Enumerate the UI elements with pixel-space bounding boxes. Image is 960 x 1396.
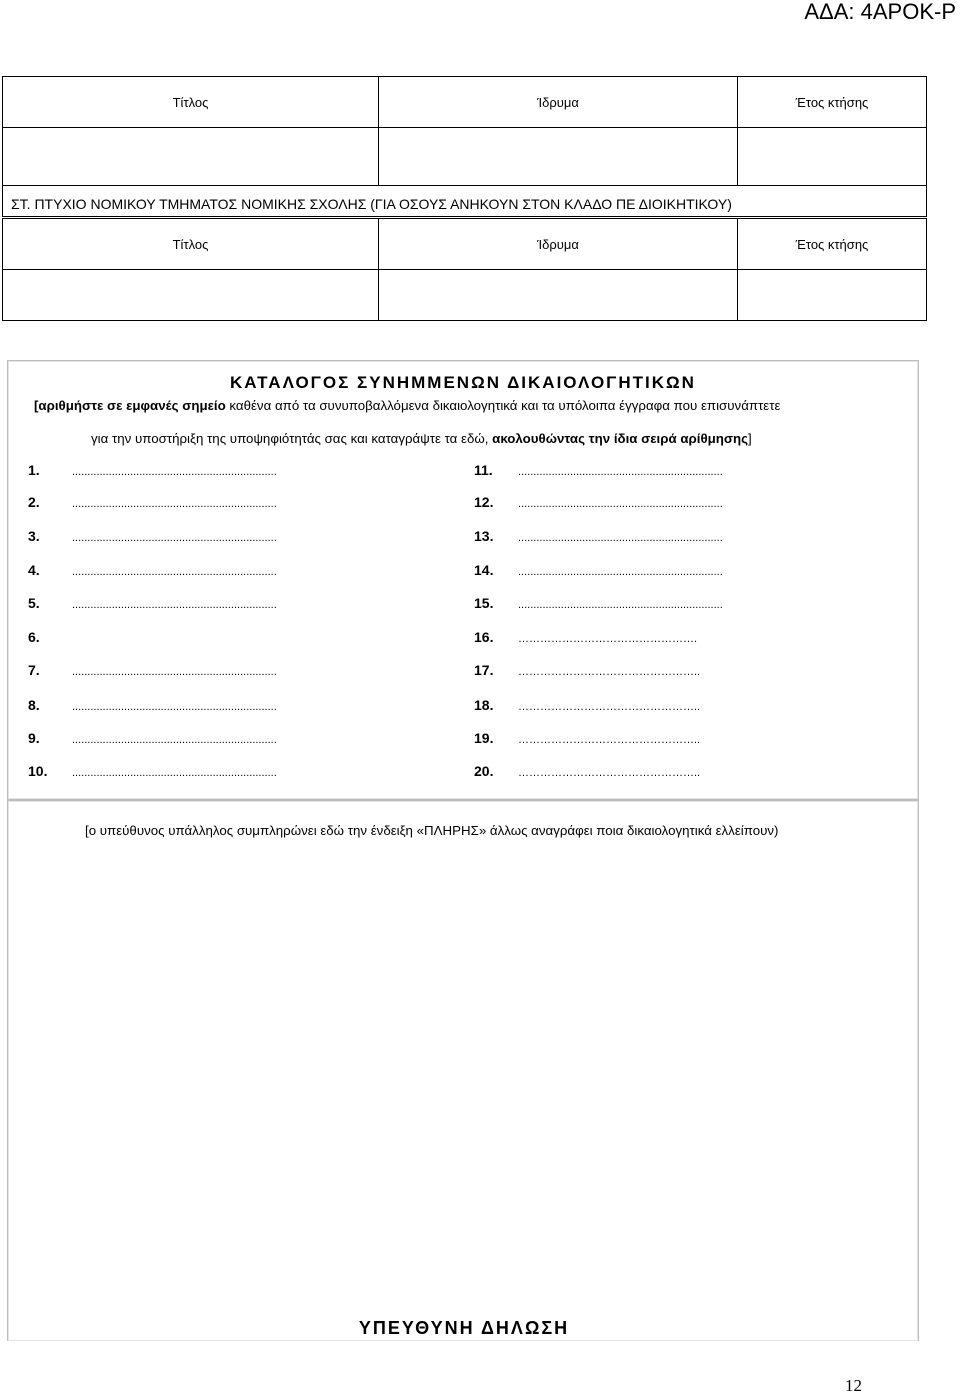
attachments-catalog bbox=[7, 360, 919, 800]
institution-entry-cell[interactable] bbox=[379, 270, 738, 321]
col-institution-header: Ίδρυμα bbox=[379, 219, 738, 270]
attachment-blank-line[interactable]: ................................................................... bbox=[72, 666, 277, 678]
attachment-item[interactable] bbox=[474, 562, 723, 578]
attachment-item[interactable] bbox=[28, 562, 277, 578]
attachment-number: 19. bbox=[474, 730, 494, 746]
col-institution-header: Ίδρυμα bbox=[379, 77, 738, 128]
ada-code: ΑΔΑ: 4ΑΡΟΚ-Ρ bbox=[804, 0, 956, 24]
catalog-instructions-line1 bbox=[34, 398, 780, 413]
attachment-item[interactable] bbox=[28, 662, 277, 678]
attachment-number: 4. bbox=[28, 562, 40, 578]
attachment-blank-line[interactable]: ................................................................... bbox=[518, 599, 723, 611]
attachment-item[interactable] bbox=[474, 629, 697, 645]
section-st-heading bbox=[3, 186, 927, 217]
attachment-number: 14. bbox=[474, 562, 494, 578]
attachment-item[interactable] bbox=[28, 763, 277, 779]
attachment-number: 8. bbox=[28, 697, 40, 713]
instruction-text: καθένα από τα συνυποβαλλόμενα δικαιολογητικά και τα υπόλοιπα έγγραφα που επισυνάπτετε bbox=[225, 398, 781, 413]
attachment-number: 9. bbox=[28, 730, 40, 746]
attachment-item[interactable] bbox=[474, 528, 723, 544]
qualifications-table bbox=[2, 76, 927, 217]
attachment-number: 3. bbox=[28, 528, 40, 544]
attachment-blank-line[interactable]: ................................................................... bbox=[72, 566, 277, 578]
attachment-blank-line[interactable]: ................................................................... bbox=[518, 566, 723, 578]
year-entry-cell[interactable] bbox=[738, 270, 927, 321]
attachment-blank-line[interactable]: ................................................................... bbox=[72, 734, 277, 746]
attachment-item[interactable] bbox=[28, 730, 277, 746]
attachment-blank-line[interactable]: ………………………………………….. bbox=[518, 701, 701, 713]
page-number: 12 bbox=[845, 1376, 862, 1395]
year-entry-cell[interactable] bbox=[738, 128, 927, 186]
attachment-item[interactable] bbox=[474, 462, 723, 478]
declaration-title: ΥΠΕΥΘΥΝΗ ΔΗΛΩΣΗ bbox=[358, 1318, 570, 1338]
instruction-text: για την υποστήριξη της υποψηφιότητάς σας και καταγράψτε τα εδώ, bbox=[91, 431, 493, 446]
section-st-title: ΣΤ. ΠΤΥΧΙΟ ΝΟΜΙΚΟΥ ΤΜΗΜΑΤΟΣ ΝΟΜΙΚΗΣ ΣΧΟΛΗΣ (ΓΙΑ ΟΣΟΥΣ ΑΝΗΚΟΥΝ ΣΤΟΝ ΚΛΑΔΟ ΠΕ ΔΙΟΙΚΗΤΙΚΟΥ) bbox=[11, 196, 732, 212]
law-degree-table bbox=[2, 218, 927, 321]
attachment-blank-line[interactable]: ................................................................... bbox=[72, 599, 277, 611]
responsible-officer-note: [ο υπεύθυνος υπάλληλος συμπληρώνει εδώ την ένδειξη «ΠΛΗΡΗΣ» άλλως αναγράφει ποια δικαιολογητικά ελλείπουν) bbox=[85, 823, 779, 838]
catalog-instructions-line2 bbox=[91, 431, 752, 446]
attachment-blank-line[interactable]: ………………………………………….. bbox=[518, 666, 701, 678]
attachment-item[interactable] bbox=[28, 494, 277, 510]
attachment-item[interactable] bbox=[474, 730, 700, 746]
attachment-blank-line[interactable]: ................................................................... bbox=[72, 498, 277, 510]
attachment-number: 20. bbox=[474, 763, 494, 779]
attachment-number: 1. bbox=[28, 462, 40, 478]
col-year-header: Έτος κτήσης bbox=[738, 219, 927, 270]
attachment-number: 17. bbox=[474, 662, 494, 678]
attachment-item[interactable] bbox=[28, 528, 277, 544]
attachment-item[interactable] bbox=[474, 763, 700, 779]
attachment-item[interactable] bbox=[28, 462, 277, 478]
catalog-title: ΚΑΤΑΛΟΓΟΣ ΣΥΝΗΜΜΕΝΩΝ ΔΙΚΑΙΟΛΟΓΗΤΙΚΩΝ bbox=[230, 373, 696, 392]
col-year-header: Έτος κτήσης bbox=[738, 77, 927, 128]
attachment-blank-line[interactable]: ................................................................... bbox=[518, 498, 723, 510]
attachment-item[interactable] bbox=[474, 595, 723, 611]
attachment-number: 15. bbox=[474, 595, 494, 611]
attachment-item[interactable] bbox=[474, 494, 723, 510]
attachment-item[interactable] bbox=[474, 697, 700, 713]
instruction-end: ] bbox=[748, 431, 752, 446]
attachment-number: 18. bbox=[474, 697, 494, 713]
attachment-number: 16. bbox=[474, 629, 494, 645]
attachment-blank-line[interactable]: …………………………………………. bbox=[518, 633, 698, 645]
attachment-item[interactable] bbox=[28, 697, 277, 713]
attachment-blank-line[interactable]: ................................................................... bbox=[518, 466, 723, 478]
institution-entry-cell[interactable] bbox=[379, 128, 738, 186]
attachment-number: 11. bbox=[474, 462, 493, 478]
attachment-blank-line[interactable]: ................................................................... bbox=[72, 532, 277, 544]
attachment-number: 13. bbox=[474, 528, 494, 544]
attachment-number: 2. bbox=[28, 494, 40, 510]
attachment-number: 10. bbox=[28, 763, 48, 779]
attachment-blank-line[interactable]: ................................................................... bbox=[72, 767, 277, 779]
attachment-blank-line[interactable]: ................................................................... bbox=[518, 532, 723, 544]
instruction-bold: ακολουθώντας την ίδια σειρά αρίθμησης bbox=[492, 431, 749, 446]
attachment-item[interactable] bbox=[28, 595, 277, 611]
attachment-number: 12. bbox=[474, 494, 494, 510]
attachment-blank-line[interactable]: ………………………………………….. bbox=[518, 734, 701, 746]
col-title-header: Τίτλος bbox=[3, 77, 379, 128]
attachment-item[interactable] bbox=[474, 662, 700, 678]
col-title-header: Τίτλος bbox=[3, 219, 379, 270]
attachment-blank-line[interactable]: ................................................................... bbox=[72, 701, 277, 713]
instruction-bold: [αριθμήστε σε εμφανές σημείο bbox=[34, 398, 226, 413]
attachment-blank-line[interactable]: ………………………………………….. bbox=[518, 767, 701, 779]
title-entry-cell[interactable] bbox=[3, 270, 379, 321]
attachment-number: 6. bbox=[28, 629, 40, 645]
attachment-number: 7. bbox=[28, 662, 40, 678]
responsible-officer-box bbox=[7, 800, 919, 1341]
attachment-number: 5. bbox=[28, 595, 40, 611]
attachment-item[interactable] bbox=[28, 629, 72, 645]
title-entry-cell[interactable] bbox=[3, 128, 379, 186]
attachment-blank-line[interactable]: ................................................................... bbox=[72, 466, 277, 478]
